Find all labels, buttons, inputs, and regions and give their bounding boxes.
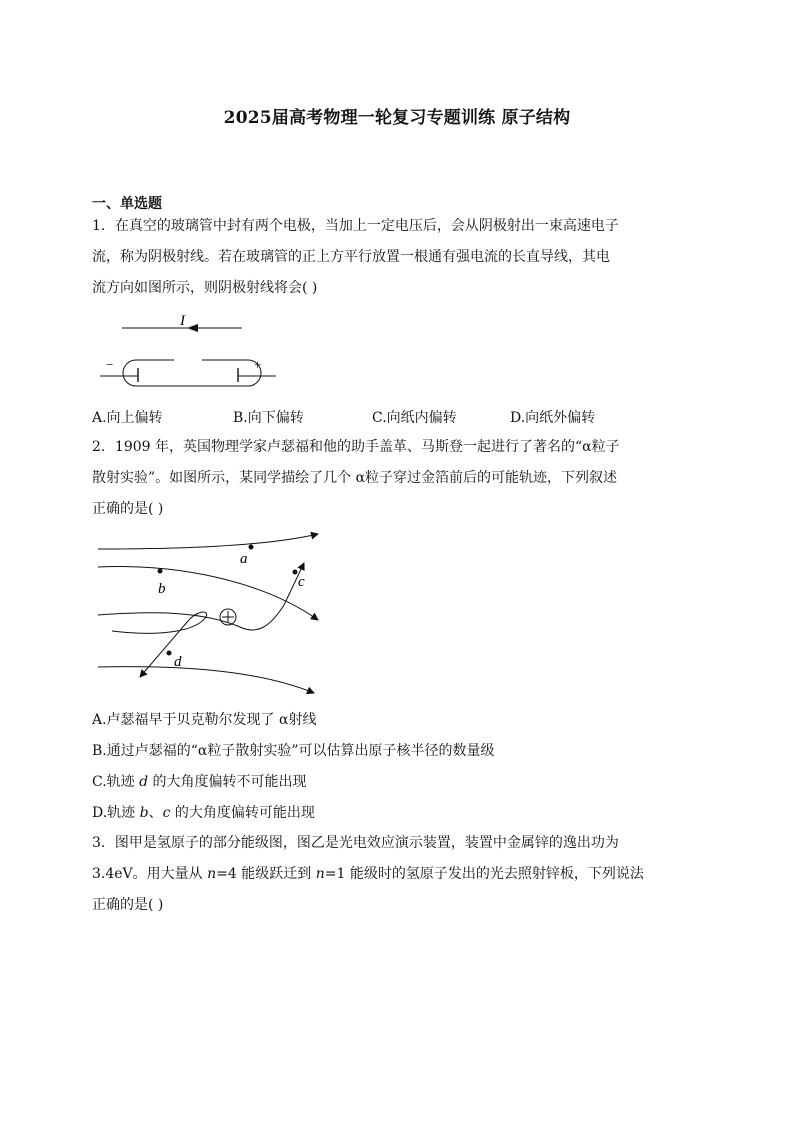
plus-sign: + bbox=[254, 357, 262, 372]
q2-line-3: 正确的是( ) bbox=[92, 501, 164, 517]
q2-option-d-var1: b bbox=[139, 805, 149, 821]
point-d bbox=[167, 651, 172, 656]
q1-option-a[interactable]: A.向上偏转 bbox=[92, 410, 163, 426]
label-b: b bbox=[158, 581, 166, 597]
q2-line-2: 散射实验”。如图所示，某同学描绘了几个 α粒子穿过金箔前后的可能轨迹，下列叙述 bbox=[92, 470, 618, 486]
q2-line-1: 2．1909 年，英国物理学家卢瑟福和他的助手盖革、马斯登一起进行了著名的“α粒子 bbox=[92, 439, 620, 455]
section-heading: 一、单选题 bbox=[92, 196, 162, 212]
q1-line-2: 流，称为阴极射线。若在玻璃管的正上方平行放置一根通有强电流的长直导线，其电 bbox=[92, 249, 610, 265]
q1-line-3: 流方向如图所示，则阴极射线将会( ) bbox=[92, 280, 318, 296]
q3-line-2-pre: 3.4eV。用大量从 bbox=[92, 866, 208, 882]
q2-option-c-post: 的大角度偏转不可能出现 bbox=[148, 774, 307, 790]
q2-option-d-pre: D.轨迹 bbox=[92, 805, 140, 821]
label-d: d bbox=[174, 654, 182, 670]
q2-figure-alpha-scattering bbox=[92, 527, 332, 702]
current-arrow bbox=[187, 324, 198, 332]
q2-option-a[interactable]: A.卢瑟福早于贝克勒尔发现了 α射线 bbox=[92, 712, 317, 728]
minus-sign: − bbox=[106, 357, 114, 372]
current-label: I bbox=[180, 313, 185, 329]
q2-option-d[interactable] bbox=[92, 802, 315, 822]
q2-option-d-post: 的大角度偏转可能出现 bbox=[170, 805, 315, 821]
q2-option-c-var: d bbox=[139, 774, 149, 790]
q1-option-c[interactable]: C.向纸内偏转 bbox=[372, 410, 457, 426]
point-c bbox=[293, 570, 298, 575]
q3-line-1: 3．图甲是氢原子的部分能级图，图乙是光电效应演示装置，装置中金属锌的逸出功为 bbox=[92, 835, 619, 851]
trajectory-b bbox=[98, 567, 318, 620]
q1-figure-cathode-tube bbox=[92, 310, 292, 395]
point-a bbox=[249, 545, 254, 550]
page-title: 2025届高考物理一轮复习专题训练 原子结构 bbox=[223, 108, 571, 128]
q3-n-var2: n bbox=[315, 866, 325, 882]
trajectory-a bbox=[98, 534, 318, 549]
q2-option-d-mid: 、 bbox=[148, 805, 163, 821]
glass-tube bbox=[123, 360, 261, 386]
label-c: c bbox=[298, 574, 305, 590]
q1-option-d[interactable]: D.向纸外偏转 bbox=[510, 410, 596, 426]
q2-option-b[interactable]: B.通过卢瑟福的“α粒子散射实验”可以估算出原子核半径的数量级 bbox=[92, 743, 495, 759]
q3-line-3: 正确的是( ) bbox=[92, 897, 164, 913]
q3-line-2 bbox=[92, 864, 644, 884]
q3-eq1: =1 能级时的氢原子发出的光去照射锌板，下列说法 bbox=[324, 866, 644, 882]
q3-n-var: n bbox=[207, 866, 217, 882]
q1-option-b[interactable]: B.向下偏转 bbox=[233, 410, 304, 426]
label-a: a bbox=[240, 551, 248, 567]
point-b bbox=[158, 569, 163, 574]
q2-option-c-pre: C.轨迹 bbox=[92, 774, 140, 790]
q1-line-1: 1．在真空的玻璃管中封有两个电极，当加上一定电压后，会从阴极射出一束高速电子 bbox=[92, 218, 619, 234]
q2-option-d-var2: c bbox=[162, 805, 171, 821]
trajectory-c bbox=[98, 563, 304, 630]
q2-option-c[interactable] bbox=[92, 771, 307, 791]
q3-eq4: =4 能级跃迁到 bbox=[216, 866, 316, 882]
trajectory-lower bbox=[98, 667, 314, 693]
